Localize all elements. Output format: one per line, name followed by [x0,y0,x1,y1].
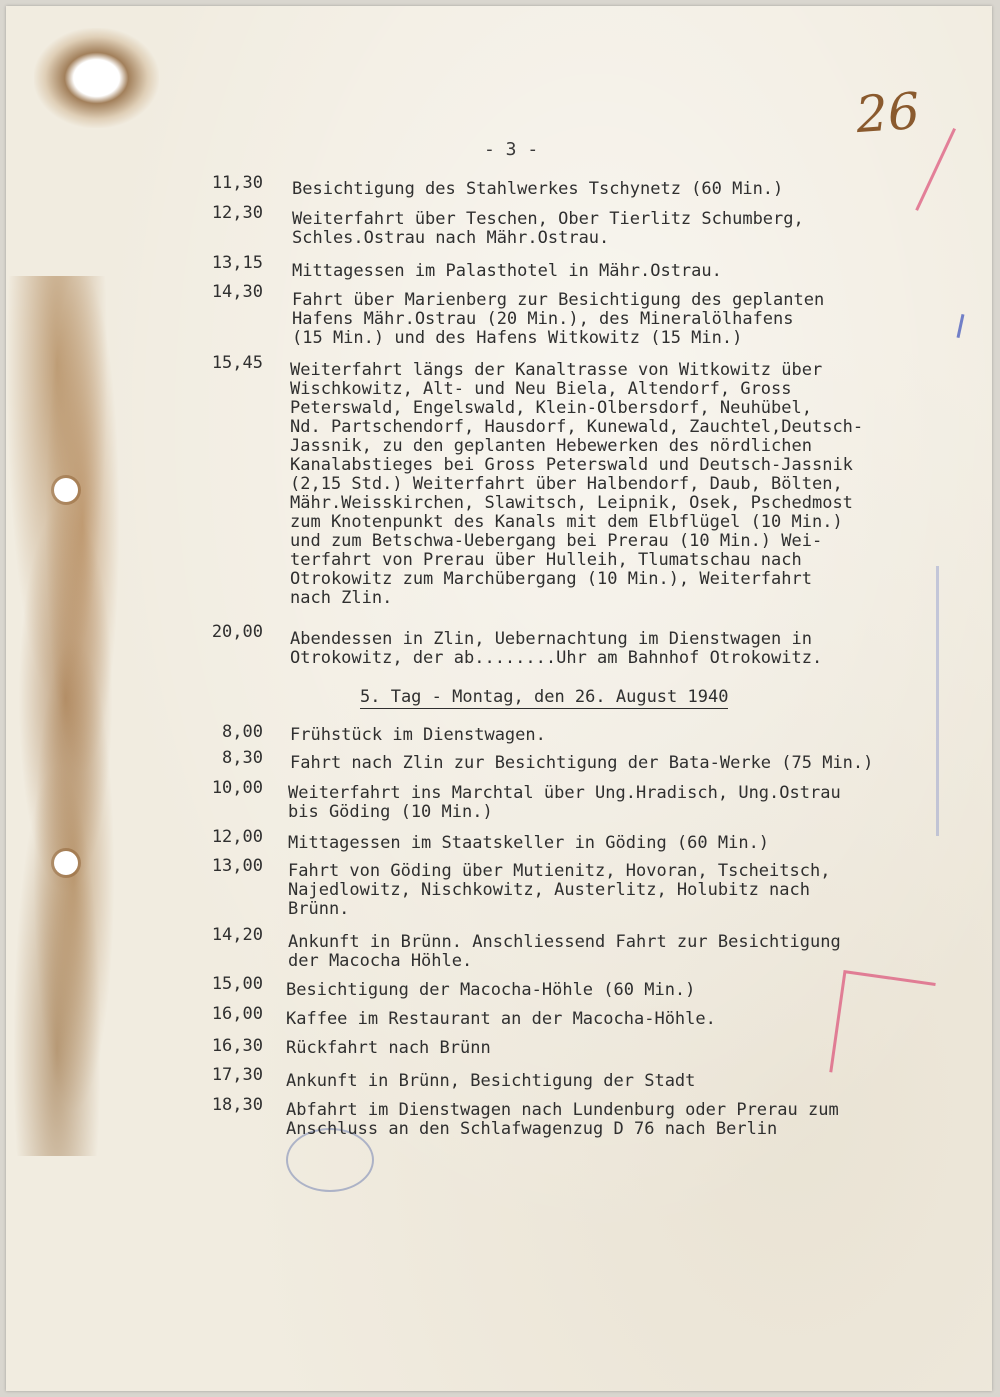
entry-time: 17,30 [211,1065,263,1085]
entry-text: Fahrt von Göding über Mutienitz, Hovoran, Tscheitsch, Najedlowitz, Nischkowitz, Austerlitz, Holubitz nach Brünn. [288,861,831,919]
entry-text: Kaffee im Restaurant an der Macocha-Höhle. [286,1009,716,1029]
entry-text: Ankunft in Brünn, Besichtigung der Stadt [286,1071,696,1091]
entry-text: Weiterfahrt über Teschen, Ober Tierlitz Schumberg, Schles.Ostrau nach Mähr.Ostrau. [292,209,804,248]
entry-time: 13,15 [211,253,263,273]
page-number: - 3 - [484,139,539,160]
entry-text: Mittagessen im Staatskeller in Göding (60 Min.) [288,833,770,853]
entry-time: 20,00 [211,622,263,642]
entry-time: 15,00 [211,974,263,994]
entry-time: 12,00 [211,827,263,847]
schedule-list [6,6,992,1391]
entry-text: Weiterfahrt ins Marchtal über Ung.Hradisch, Ung.Ostrau bis Göding (10 Min.) [288,783,841,822]
folio-number: 26 [854,81,922,145]
entry-time: 13,00 [211,856,263,876]
entry-text: Frühstück im Dienstwagen. [290,725,546,745]
entry-time: 16,00 [211,1004,263,1024]
entry-time: 12,30 [211,203,263,223]
entry-text: Besichtigung des Stahlwerkes Tschynetz (60 Min.) [292,179,784,199]
entry-time: 8,00 [222,722,263,742]
entry-text: Fahrt über Marienberg zur Besichtigung des geplanten Hafens Mähr.Ostrau (20 Min.), des Mineralölhafens (15 Min.) und des Hafens Witkowitz (15 Min.) [292,290,825,348]
entry-time: 11,30 [211,173,263,193]
entry-time: 14,30 [211,282,263,302]
entry-time: 15,45 [211,353,263,373]
entry-text: Besichtigung der Macocha-Höhle (60 Min.) [286,980,696,1000]
entry-time: 8,30 [222,748,263,768]
entry-text: Weiterfahrt längs der Kanaltrasse von Witkowitz über Wischkowitz, Alt- und Neu Biela, Altendorf, Gross Peterswald, Engelswald, Klein-Olbersdorf, Neuhübel, Nd. Partschendorf, Hausdorf, Kunewald, Zauchtel,Deutsch- Jassnik, zu den geplanten Hebewerken des nördlichen Kanalabstieges bei Gross Peterswald und Deutsch-Jassnik (2,15 Std.) Weiterfahrt über Halbendorf, Daub, Bölten, Mähr.Weisskirchen, Slawitsch, Leipnik, Osek, Pschedmost zum Knotenpunkt des Kanals mit dem Elbflügel (10 Min.) und zum Betschwa-Uebergang bei Prerau (10 Min.) Wei- terfahrt von Prerau über Hulleih, Tlumatschau nach Otrokowitz zum Marchübergang (10 Min.), Weiterfahrt nach Zlin. [290,360,864,608]
entry-text: Mittagessen im Palasthotel in Mähr.Ostrau. [292,261,722,281]
document-page [6,6,992,1391]
day-heading: 5. Tag - Montag, den 26. August 1940 [360,687,729,707]
entry-text: Ankunft in Brünn. Anschliessend Fahrt zur Besichtigung der Macocha Höhle. [288,932,841,971]
entry-text: Fahrt nach Zlin zur Besichtigung der Bata-Werke (75 Min.) [290,753,874,773]
entry-time: 10,00 [211,778,263,798]
entry-time: 18,30 [211,1095,263,1115]
entry-time: 14,20 [211,925,263,945]
entry-text: Abfahrt im Dienstwagen nach Lundenburg oder Prerau zum Anschluss an den Schlafwagenzug D 76 nach Berlin [286,1100,839,1139]
entry-time: 16,30 [211,1036,263,1056]
entry-text: Rückfahrt nach Brünn [286,1038,491,1058]
entry-text: Abendessen in Zlin, Uebernachtung im Dienstwagen in Otrokowitz, der ab........Uhr am Bahnhof Otrokowitz. [290,629,823,668]
